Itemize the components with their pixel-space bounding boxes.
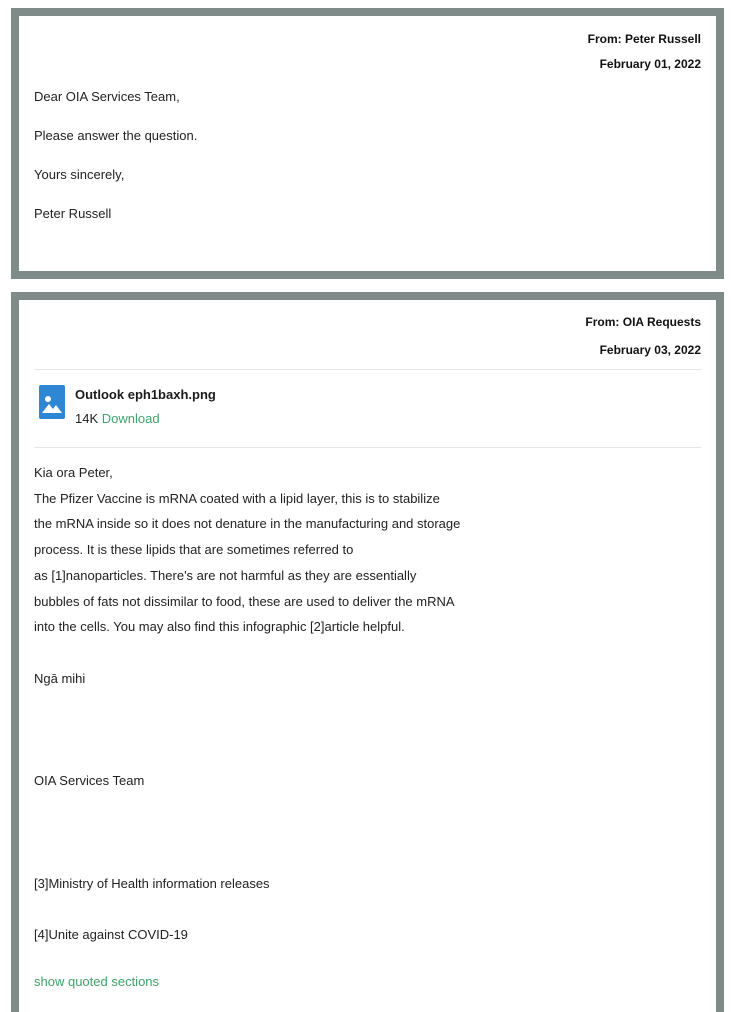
signature: Peter Russell xyxy=(34,206,112,221)
team-signature: OIA Services Team xyxy=(34,773,145,789)
attachment xyxy=(19,370,716,447)
attachment-info xyxy=(75,385,216,426)
spacer xyxy=(34,691,701,768)
message-from: From: OIA Requests xyxy=(585,315,701,329)
reply-line: process. It is these lipids that are sometimes referred to xyxy=(34,542,354,558)
message-date: February 01, 2022 xyxy=(599,57,701,71)
attachment-meta xyxy=(75,411,216,426)
spacer xyxy=(34,897,701,923)
message-meta xyxy=(19,16,716,71)
attachment-filename: Outlook eph1baxh.png xyxy=(75,387,216,402)
message-body xyxy=(19,71,716,222)
reply-line: into the cells. You may also find this infographic [2]article helpful. xyxy=(34,619,405,635)
message-card-1 xyxy=(11,8,724,279)
reply-line: The Pfizer Vaccine is mRNA coated with a lipid layer, this is to stabilize xyxy=(34,490,440,506)
download-link[interactable]: Download xyxy=(101,411,160,426)
show-quoted-sections-link[interactable]: show quoted sections xyxy=(34,973,160,989)
message-body xyxy=(19,448,716,989)
sign-off: Ngā mihi xyxy=(34,670,86,686)
message-from: From: Peter Russell xyxy=(587,32,701,46)
image-file-icon[interactable] xyxy=(39,385,65,419)
spacer xyxy=(34,640,701,666)
attachment-size: 14K xyxy=(75,411,99,426)
reply-line: the mRNA inside so it does not denature in the manufacturing and storage xyxy=(34,516,461,532)
closing: Yours sincerely, xyxy=(34,167,125,182)
greeting: Dear OIA Services Team, xyxy=(34,89,180,104)
spacer xyxy=(34,948,701,974)
spacer xyxy=(34,794,701,871)
message-meta xyxy=(19,300,716,357)
message-date: February 03, 2022 xyxy=(599,343,701,357)
message-card-2 xyxy=(11,292,724,1012)
reply-line: Kia ora Peter, xyxy=(34,465,113,480)
reference-link: [3]Ministry of Health information releases xyxy=(34,876,270,892)
body-paragraph: Please answer the question. xyxy=(34,128,198,143)
reply-line: bubbles of fats not dissimilar to food, these are used to deliver the mRNA xyxy=(34,593,455,609)
reference-link: [4]Unite against COVID-19 xyxy=(34,927,188,943)
reply-line: as [1]nanoparticles. There's are not harmful as they are essentially xyxy=(34,567,417,583)
